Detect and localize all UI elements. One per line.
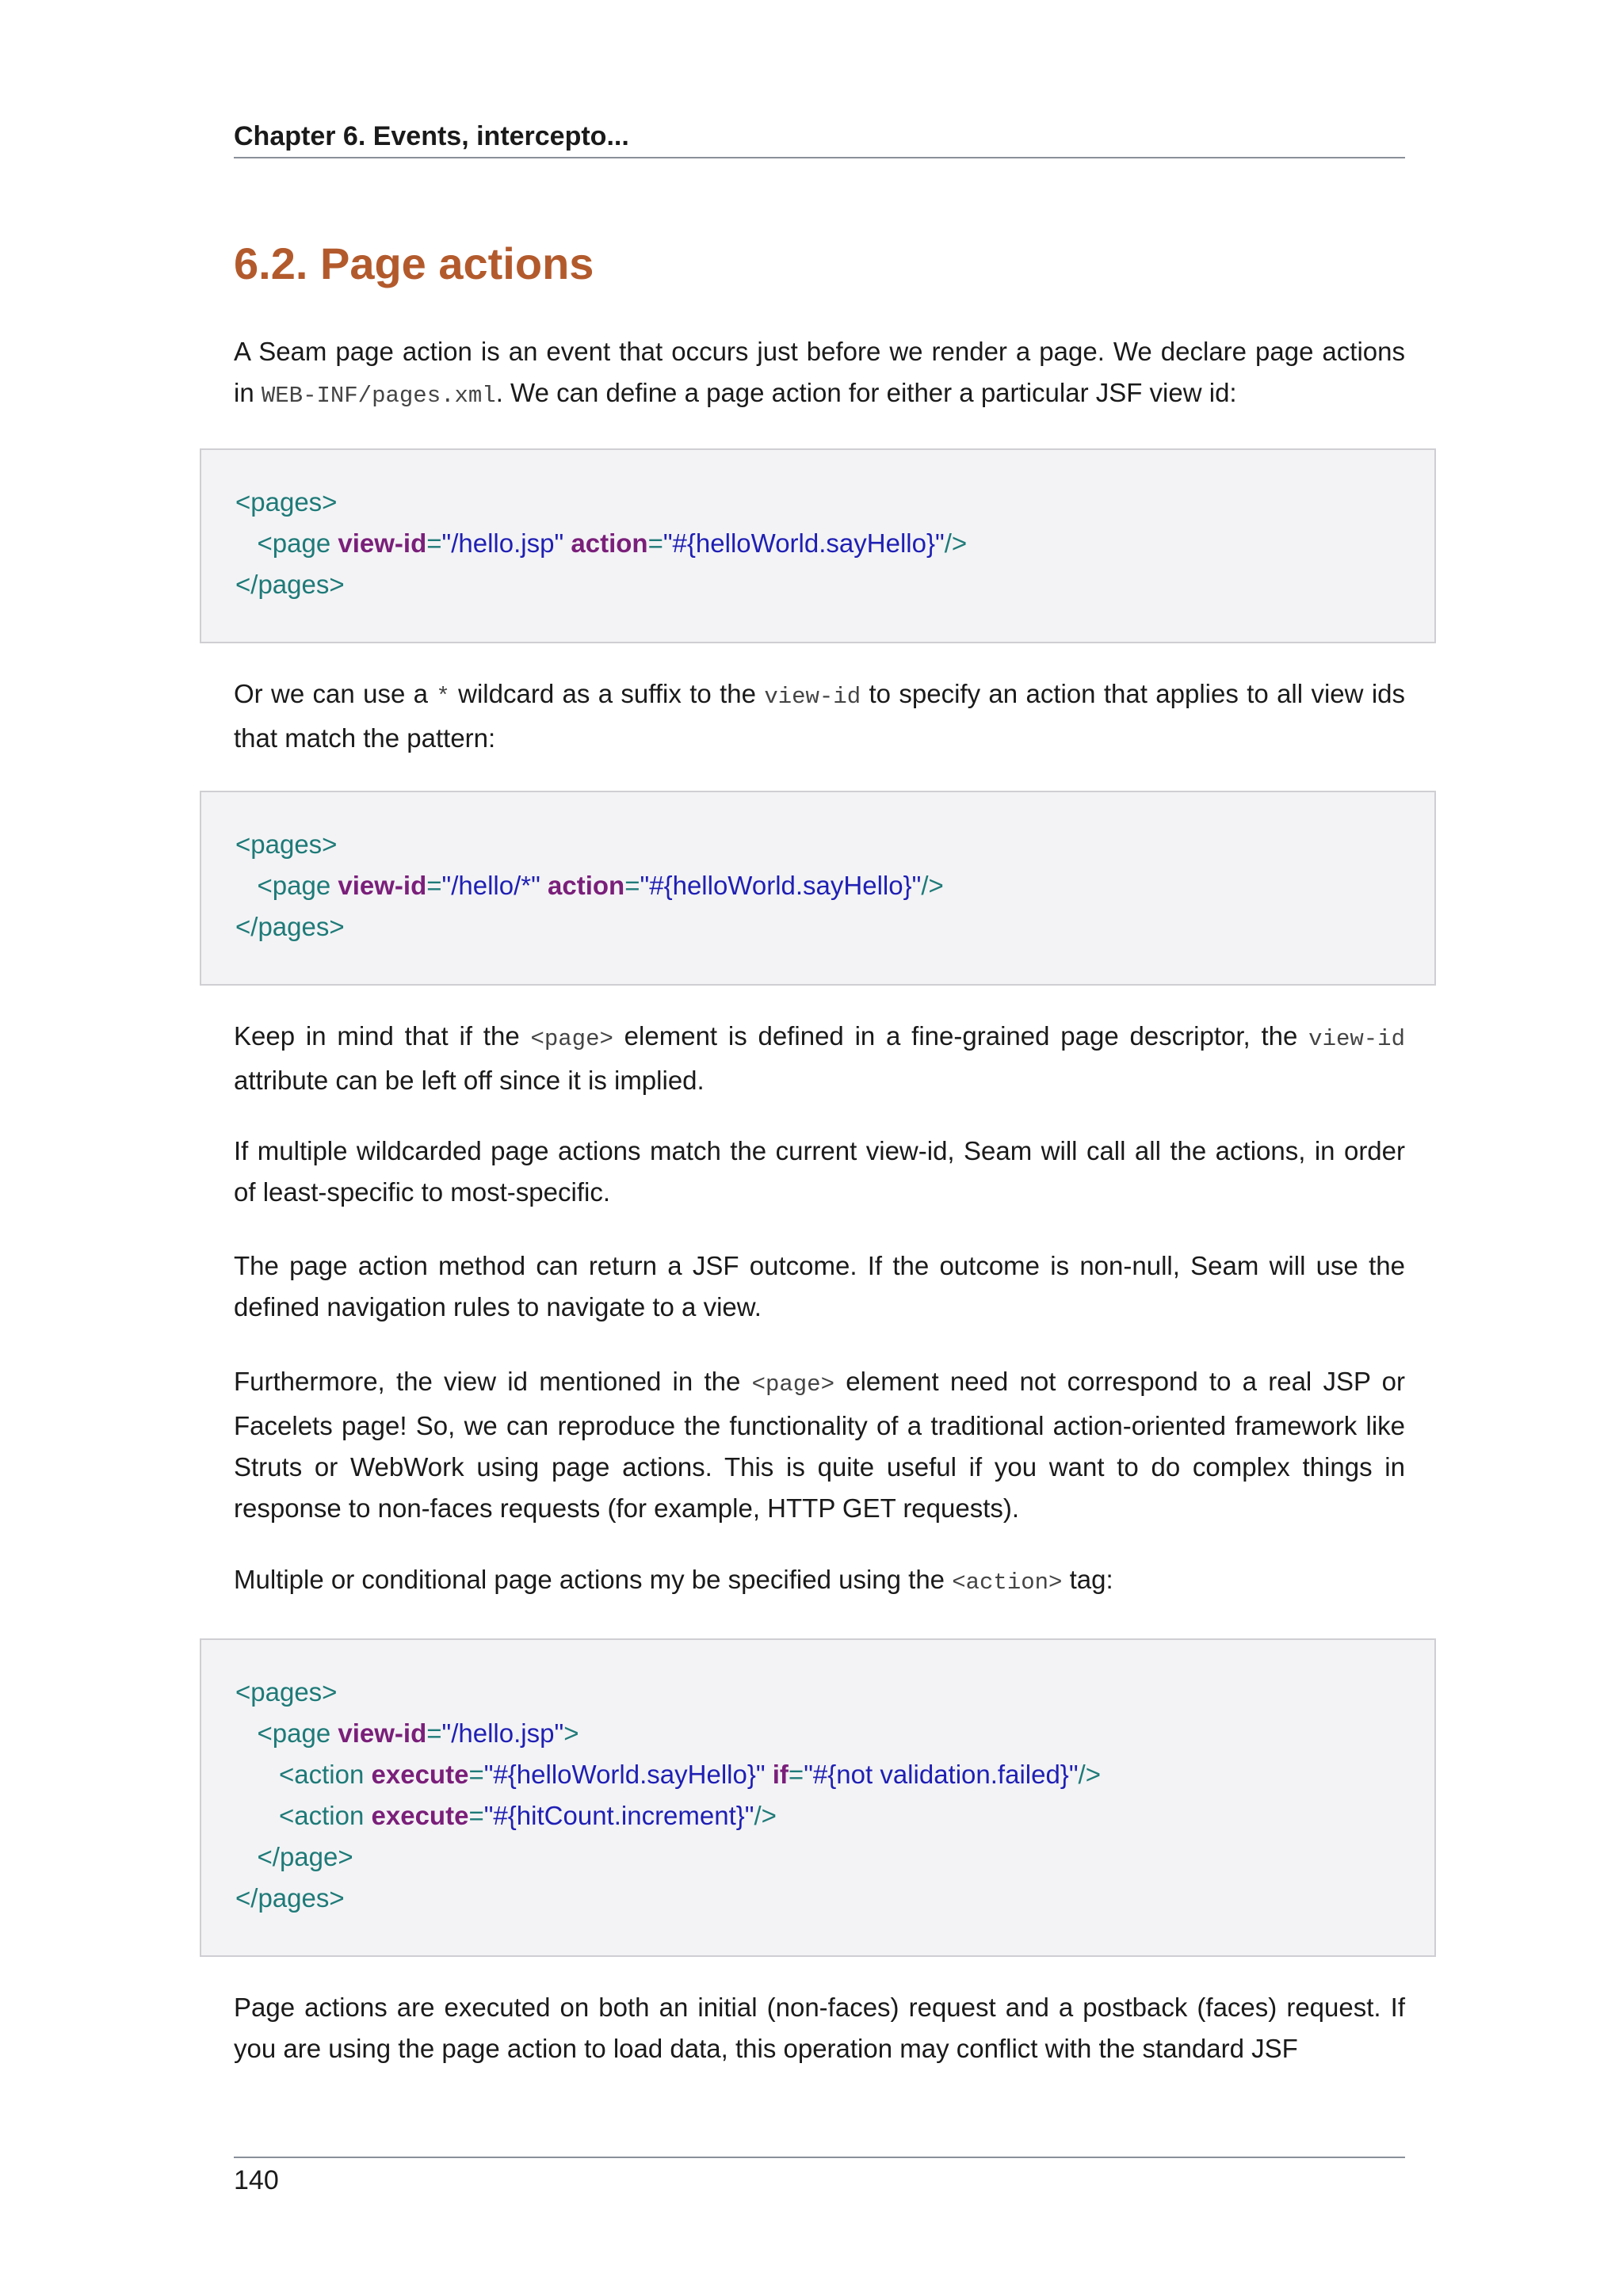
code-line	[235, 482, 1434, 523]
code-line	[235, 1878, 1434, 1919]
xml-value: "#{helloWorld.sayHello}"	[663, 528, 945, 558]
code-indent	[235, 871, 258, 900]
code-indent	[235, 1718, 258, 1748]
xml-attribute: action	[563, 528, 648, 558]
xml-tag: <pages>	[235, 487, 338, 517]
code-block-wildcard	[200, 791, 1436, 986]
inline-code-view-id: view-id	[764, 684, 861, 710]
paragraph-intro	[234, 331, 1405, 417]
paragraph-implied	[234, 1016, 1405, 1101]
xml-tag: </pages>	[235, 912, 345, 941]
xml-attribute: if	[765, 1760, 789, 1789]
code-block-conditional	[200, 1638, 1436, 1957]
paragraph-multiple-wildcards: If multiple wildcarded page actions match the current view-id, Seam will call all the actions, in order of least-specific to most-specific.	[234, 1136, 1405, 1207]
paragraph-text: Keep in mind that if the	[234, 1021, 531, 1051]
xml-tag: </page>	[257, 1842, 353, 1871]
code-line	[235, 1713, 1434, 1754]
paragraph-text: element need not correspond to a real JSP or Facelets page! So, we can reproduce the functionality of a traditional action-oriented framework like Struts or WebWork using page actions. This is quite useful if you want to do complex things in response to non-faces requests (for example, HTTP GET requests).	[234, 1367, 1405, 1523]
code-indent	[235, 1760, 279, 1789]
xml-tag-end: >	[563, 1718, 579, 1748]
xml-equals: =	[468, 1801, 484, 1830]
paragraph-text: wildcard as a suffix to the	[449, 679, 765, 708]
code-line	[235, 1754, 1434, 1795]
paragraph-text: tag:	[1062, 1565, 1113, 1594]
paragraph-text: Furthermore, the view id mentioned in the	[234, 1367, 752, 1396]
xml-equals: =	[426, 871, 442, 900]
code-line	[235, 824, 1434, 865]
footer-rule	[234, 2157, 1405, 2158]
paragraph-text: attribute can be left off since it is implied.	[234, 1066, 705, 1095]
xml-value: "#{not validation.failed}"	[804, 1760, 1079, 1789]
xml-tag: <pages>	[235, 1677, 338, 1707]
xml-attribute: action	[540, 871, 625, 900]
code-line	[235, 1836, 1434, 1878]
code-line	[235, 564, 1434, 605]
xml-tag-end: />	[1078, 1760, 1101, 1789]
xml-equals: =	[788, 1760, 804, 1789]
xml-value: "/hello.jsp"	[441, 1718, 564, 1748]
paragraph-wildcard	[234, 673, 1405, 759]
xml-tag-end: />	[921, 871, 944, 900]
code-line	[235, 1672, 1434, 1713]
xml-value: "#{helloWorld.sayHello}"	[483, 1760, 766, 1789]
paragraph-text: Multiple or conditional page actions my be specified using the	[234, 1565, 953, 1594]
xml-tag: <action	[279, 1801, 372, 1830]
xml-value: "#{hitCount.increment}"	[483, 1801, 754, 1830]
xml-attribute: view-id	[338, 1718, 427, 1748]
xml-attribute: execute	[371, 1801, 469, 1830]
paragraph-conditional	[234, 1559, 1405, 1604]
code-block-view-id	[200, 448, 1436, 643]
code-line	[235, 523, 1434, 564]
inline-code-wildcard: *	[436, 684, 450, 710]
xml-tag: </pages>	[235, 570, 345, 599]
code-indent	[235, 528, 258, 558]
xml-tag: <action	[279, 1760, 372, 1789]
inline-code-page: <page>	[530, 1026, 613, 1052]
xml-tag-end: />	[754, 1801, 777, 1830]
code-line	[235, 906, 1434, 948]
xml-equals: =	[426, 528, 442, 558]
xml-attribute: view-id	[338, 528, 427, 558]
running-header: Chapter 6. Events, intercepto...	[234, 117, 1405, 158]
code-line	[235, 865, 1434, 906]
paragraph-text: . We can define a page action for either a particular JSF view id:	[495, 378, 1237, 407]
xml-equals: =	[624, 871, 640, 900]
xml-equals: =	[426, 1718, 442, 1748]
paragraph-text: Or we can use a	[234, 679, 437, 708]
xml-tag: </pages>	[235, 1883, 345, 1913]
xml-tag: <page	[257, 528, 338, 558]
xml-attribute: view-id	[338, 871, 427, 900]
xml-tag-end: />	[944, 528, 968, 558]
xml-tag: <page	[257, 1718, 338, 1748]
xml-value: "#{helloWorld.sayHello}"	[640, 871, 922, 900]
xml-value: "/hello/*"	[441, 871, 540, 900]
xml-equals: =	[468, 1760, 484, 1789]
inline-code-action: <action>	[952, 1569, 1063, 1596]
xml-attribute: execute	[371, 1760, 469, 1789]
xml-tag: <page	[257, 871, 338, 900]
paragraph-text: A Seam page action is an event that occurs just before we render a page. We declare page actions in	[234, 337, 1405, 407]
paragraph-text: to specify an action that applies to all view ids that match the pattern:	[234, 679, 1405, 753]
code-line	[235, 1795, 1434, 1836]
inline-code-pages-xml: WEB-INF/pages.xml	[261, 383, 496, 409]
paragraph-outcome: The page action method can return a JSF outcome. If the outcome is non-null, Seam will use the defined navigation rules to navigate to a view.	[234, 1251, 1405, 1322]
inline-code-view-id: view-id	[1308, 1026, 1405, 1052]
code-indent	[235, 1842, 258, 1871]
xml-tag: <pages>	[235, 830, 338, 859]
paragraph-execution: Page actions are executed on both an initial (non-faces) request and a postback (faces) request. If you are using the page action to load data, this operation may conflict with the standard JSF	[234, 1993, 1405, 2063]
xml-value: "/hello.jsp"	[441, 528, 564, 558]
page-number: 140	[234, 2165, 279, 2195]
paragraph-furthermore	[234, 1361, 1405, 1529]
paragraph-text: element is defined in a fine-grained page descriptor, the	[613, 1021, 1309, 1051]
xml-equals: =	[647, 528, 663, 558]
inline-code-page: <page>	[751, 1371, 834, 1398]
code-indent	[235, 1801, 279, 1830]
section-title: 6.2. Page actions	[234, 238, 594, 288]
